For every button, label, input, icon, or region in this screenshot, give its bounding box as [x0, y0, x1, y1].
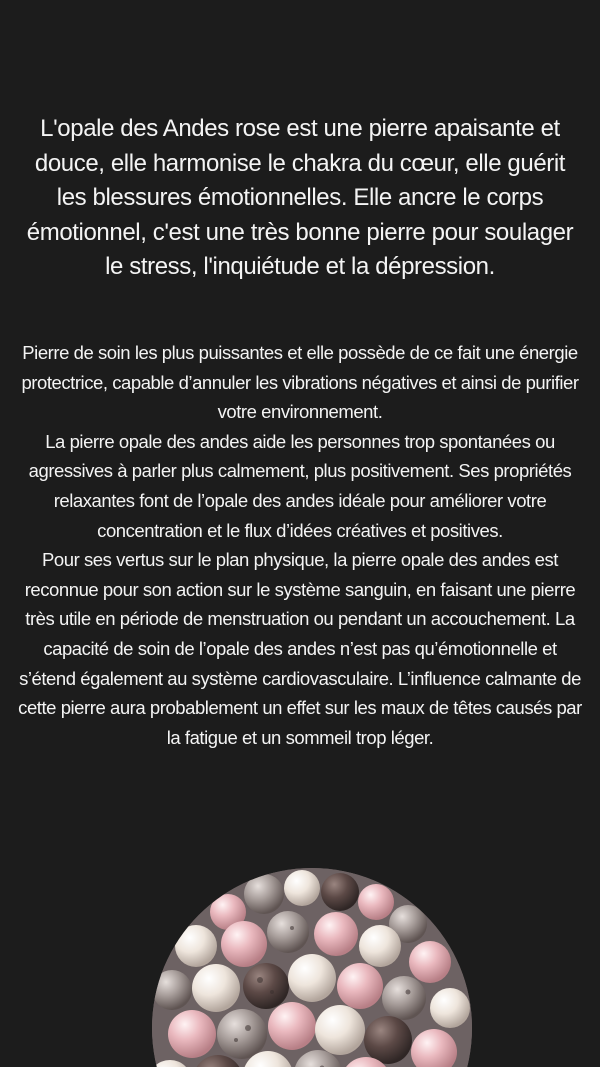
opal-beads-icon [152, 868, 472, 1067]
intro-text: L'opale des Andes rose est une pierre apaisante et douce, elle harmonise le chakra du cœur, elle guérit les blessures émotionnelles. Elle ancre le corps émotionnel, c'est une très bonne pierre pour soulager le stress, l'inquiétude et la dépression. [26, 115, 574, 280]
paragraph-physical: Pour ses vertus sur le plan physique, la pierre opale des andes est reconnue pour son action sur le système sanguin, en faisant une pierre très utile en période de menstruation ou pendant un accouchement. La capacité de soin de l’opale des andes n’est pas qu’émotionnelle et s’étend également au système cardiovasculaire. L’influence calmante de cette pierre aura probablement un effet sur les maux de têtes causés par la fatigue et un sommeil trop léger. [18, 549, 582, 748]
opal-beads-photo [152, 868, 472, 1067]
body-text [18, 338, 582, 752]
paragraph-calm: La pierre opale des andes aide les personnes trop spontanées ou agressives à parler plus calmement, plus positivement. Ses propriétés relaxantes font de l’opale des andes idéale pour améliorer votre concentration et le flux d’idées créatives et positives. [28, 430, 572, 541]
paragraph-protection: Pierre de soin les plus puissantes et elle possède de ce fait une énergie protectrice, capable d’annuler les vibrations négatives et ainsi de purifier votre environnement. [21, 342, 579, 423]
